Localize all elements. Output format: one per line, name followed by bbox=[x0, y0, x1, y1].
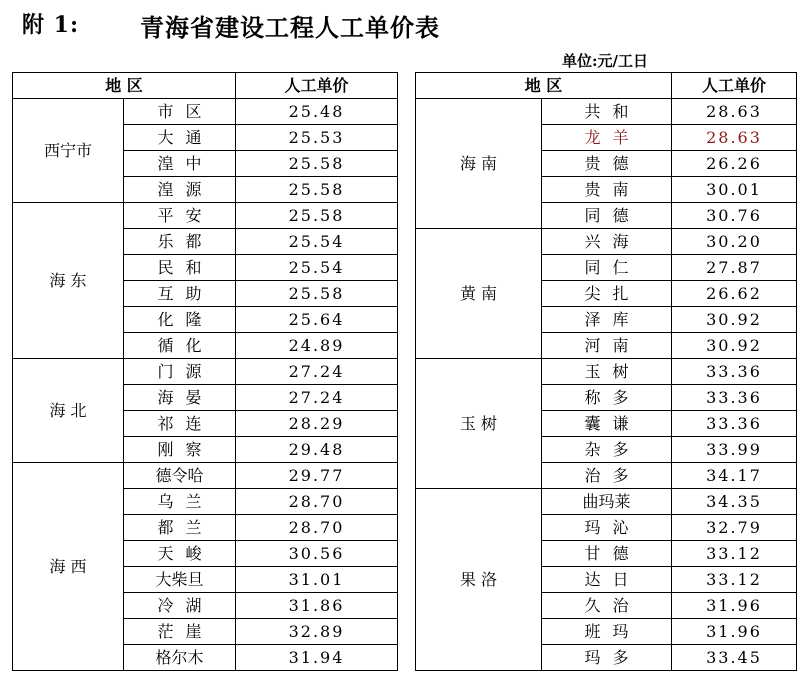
region-cell: 海 北 bbox=[13, 359, 124, 463]
county-cell: 冷湖 bbox=[124, 593, 236, 619]
price-cell: 32.89 bbox=[236, 619, 398, 645]
county-cell: 泽库 bbox=[542, 307, 672, 333]
price-cell: 33.36 bbox=[672, 411, 797, 437]
price-cell: 25.58 bbox=[236, 151, 398, 177]
price-cell: 31.94 bbox=[236, 645, 398, 671]
price-cell: 34.17 bbox=[672, 463, 797, 489]
county-cell: 治多 bbox=[542, 463, 672, 489]
county-cell: 班玛 bbox=[542, 619, 672, 645]
price-cell: 34.35 bbox=[672, 489, 797, 515]
price-header: 人工单价 bbox=[672, 73, 797, 99]
county-cell: 海晏 bbox=[124, 385, 236, 411]
price-cell: 27.24 bbox=[236, 359, 398, 385]
county-cell: 甘德 bbox=[542, 541, 672, 567]
price-cell: 31.86 bbox=[236, 593, 398, 619]
county-cell: 乐都 bbox=[124, 229, 236, 255]
county-cell: 玛沁 bbox=[542, 515, 672, 541]
region-cell: 果 洛 bbox=[416, 489, 542, 671]
price-cell: 33.12 bbox=[672, 567, 797, 593]
price-cell: 27.87 bbox=[672, 255, 797, 281]
price-cell: 30.76 bbox=[672, 203, 797, 229]
price-cell: 28.70 bbox=[236, 489, 398, 515]
region-cell: 黄 南 bbox=[416, 229, 542, 359]
price-cell: 30.92 bbox=[672, 333, 797, 359]
price-cell: 28.29 bbox=[236, 411, 398, 437]
county-cell: 龙羊 bbox=[542, 125, 672, 151]
county-cell: 茫崖 bbox=[124, 619, 236, 645]
table-row bbox=[13, 463, 398, 489]
region-cell: 西宁市 bbox=[13, 99, 124, 203]
price-cell: 25.48 bbox=[236, 99, 398, 125]
county-cell: 民和 bbox=[124, 255, 236, 281]
price-cell: 30.92 bbox=[672, 307, 797, 333]
price-cell: 25.54 bbox=[236, 255, 398, 281]
price-cell: 33.99 bbox=[672, 437, 797, 463]
price-cell: 30.56 bbox=[236, 541, 398, 567]
county-cell: 玛多 bbox=[542, 645, 672, 671]
price-cell: 29.48 bbox=[236, 437, 398, 463]
county-cell: 互助 bbox=[124, 281, 236, 307]
table-row bbox=[416, 359, 797, 385]
price-cell: 25.54 bbox=[236, 229, 398, 255]
left-price-table bbox=[12, 72, 398, 671]
county-cell: 格尔木 bbox=[124, 645, 236, 671]
price-cell: 29.77 bbox=[236, 463, 398, 489]
county-cell: 贵德 bbox=[542, 151, 672, 177]
price-cell: 26.26 bbox=[672, 151, 797, 177]
county-cell: 河南 bbox=[542, 333, 672, 359]
price-cell: 28.70 bbox=[236, 515, 398, 541]
county-cell: 刚察 bbox=[124, 437, 236, 463]
region-cell: 海 南 bbox=[416, 99, 542, 229]
county-cell: 囊谦 bbox=[542, 411, 672, 437]
price-cell: 33.45 bbox=[672, 645, 797, 671]
county-cell: 久治 bbox=[542, 593, 672, 619]
price-cell: 30.20 bbox=[672, 229, 797, 255]
price-cell: 30.01 bbox=[672, 177, 797, 203]
county-cell: 湟中 bbox=[124, 151, 236, 177]
price-cell: 28.63 bbox=[672, 99, 797, 125]
county-cell: 杂多 bbox=[542, 437, 672, 463]
county-cell: 同德 bbox=[542, 203, 672, 229]
county-cell: 同仁 bbox=[542, 255, 672, 281]
table-row bbox=[416, 229, 797, 255]
right-price-table bbox=[415, 72, 797, 671]
county-cell: 门源 bbox=[124, 359, 236, 385]
page-title: 青海省建设工程人工单价表 bbox=[140, 13, 440, 42]
county-cell: 循化 bbox=[124, 333, 236, 359]
county-cell: 德令哈 bbox=[124, 463, 236, 489]
region-header: 地 区 bbox=[13, 73, 236, 99]
county-cell: 达日 bbox=[542, 567, 672, 593]
county-cell: 尖扎 bbox=[542, 281, 672, 307]
price-cell: 33.36 bbox=[672, 385, 797, 411]
table-row bbox=[416, 99, 797, 125]
region-cell: 海 西 bbox=[13, 463, 124, 671]
price-cell: 31.01 bbox=[236, 567, 398, 593]
appendix-label: 附 1: bbox=[22, 12, 80, 38]
county-cell: 大柴旦 bbox=[124, 567, 236, 593]
price-cell: 32.79 bbox=[672, 515, 797, 541]
county-cell: 平安 bbox=[124, 203, 236, 229]
price-header: 人工单价 bbox=[236, 73, 398, 99]
region-cell: 海 东 bbox=[13, 203, 124, 359]
price-cell: 25.58 bbox=[236, 281, 398, 307]
county-cell: 乌兰 bbox=[124, 489, 236, 515]
price-cell: 31.96 bbox=[672, 619, 797, 645]
county-cell: 曲玛莱 bbox=[542, 489, 672, 515]
price-cell: 33.12 bbox=[672, 541, 797, 567]
county-cell: 市区 bbox=[124, 99, 236, 125]
county-cell: 天峻 bbox=[124, 541, 236, 567]
price-cell: 24.89 bbox=[236, 333, 398, 359]
price-cell: 33.36 bbox=[672, 359, 797, 385]
county-cell: 化隆 bbox=[124, 307, 236, 333]
table-row bbox=[416, 489, 797, 515]
region-cell: 玉 树 bbox=[416, 359, 542, 489]
price-cell: 25.58 bbox=[236, 203, 398, 229]
price-cell: 31.96 bbox=[672, 593, 797, 619]
price-cell: 28.63 bbox=[672, 125, 797, 151]
price-cell: 26.62 bbox=[672, 281, 797, 307]
county-cell: 大通 bbox=[124, 125, 236, 151]
county-cell: 祁连 bbox=[124, 411, 236, 437]
county-cell: 兴海 bbox=[542, 229, 672, 255]
region-header: 地 区 bbox=[416, 73, 672, 99]
table-row bbox=[13, 203, 398, 229]
county-cell: 贵南 bbox=[542, 177, 672, 203]
price-cell: 25.64 bbox=[236, 307, 398, 333]
price-cell: 27.24 bbox=[236, 385, 398, 411]
unit-label: 单位:元/工日 bbox=[562, 52, 649, 70]
price-cell: 25.53 bbox=[236, 125, 398, 151]
county-cell: 共和 bbox=[542, 99, 672, 125]
county-cell: 玉树 bbox=[542, 359, 672, 385]
county-cell: 湟源 bbox=[124, 177, 236, 203]
table-row bbox=[13, 99, 398, 125]
county-cell: 称多 bbox=[542, 385, 672, 411]
county-cell: 都兰 bbox=[124, 515, 236, 541]
price-cell: 25.58 bbox=[236, 177, 398, 203]
table-row bbox=[13, 359, 398, 385]
